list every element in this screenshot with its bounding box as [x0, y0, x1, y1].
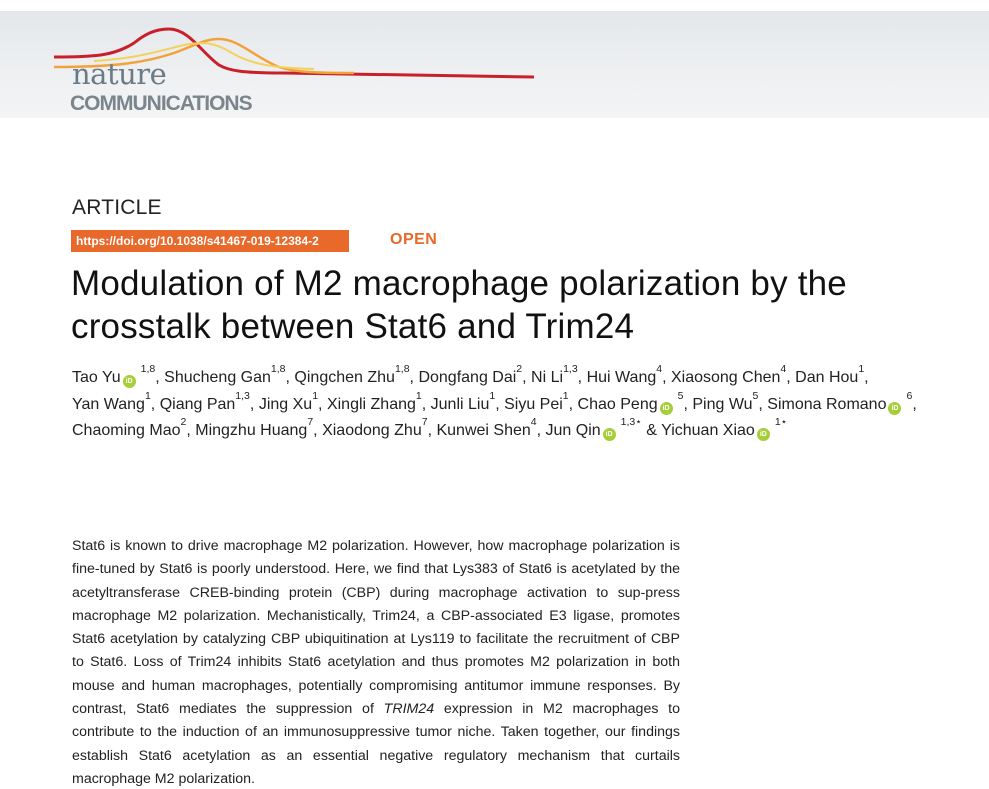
author-item [545, 416, 657, 439]
author-name[interactable]: Dan Hou [795, 369, 859, 386]
author-name[interactable]: Xiaodong Zhu [322, 422, 422, 439]
author-item [72, 389, 156, 413]
author-name[interactable]: Yan Wang [72, 395, 145, 413]
author-separator: & [641, 422, 657, 439]
author-affiliation: 5 [752, 389, 759, 402]
author-name[interactable]: Junli Liu [430, 395, 490, 413]
author-name[interactable]: Xiaosong Chen [670, 369, 781, 386]
author-item [72, 416, 191, 439]
orcid-icon[interactable]: iD [123, 375, 136, 388]
journal-name-communications: COMMUNICATIONS [70, 92, 252, 115]
author-separator: , [662, 369, 667, 386]
author-item [322, 416, 433, 439]
author-item [258, 389, 323, 413]
author-affiliation: 7 [307, 416, 314, 428]
author-affiliation: 1 [144, 389, 151, 402]
author-item [418, 363, 527, 386]
author-item [504, 389, 574, 413]
author-separator: , [318, 395, 323, 413]
author-separator: , [186, 422, 191, 439]
author-separator: , [786, 369, 791, 386]
author-name[interactable]: Siyu Pei [504, 395, 563, 413]
author-name[interactable]: Mingzhu Huang [195, 422, 308, 439]
author-affiliation: 1,8 [270, 363, 286, 375]
author-item [531, 363, 583, 386]
article-title [71, 262, 971, 348]
author-item [692, 389, 763, 413]
article-title-line-1: Modulation of M2 macrophage polarization by the [71, 264, 847, 303]
author-item [767, 389, 917, 413]
author-affiliation: 1 [312, 389, 319, 402]
journal-name-nature: nature [72, 57, 167, 91]
author-name[interactable]: Dongfang Dai [418, 369, 517, 386]
author-separator: , [409, 369, 414, 386]
author-item [159, 389, 255, 413]
author-item [195, 416, 318, 439]
author-affiliation: 1,3 [235, 389, 250, 402]
author-affiliation: 5 [677, 389, 684, 402]
abstract [72, 535, 680, 789]
author-item [430, 389, 500, 413]
author-separator: , [568, 395, 574, 413]
author-affiliation: 1,8 [140, 363, 156, 375]
author-affiliation: 1⋆ [774, 416, 788, 428]
author-affiliation: 1 [489, 389, 496, 402]
author-item [436, 416, 542, 439]
author-item [577, 389, 688, 413]
author-affiliation: 4 [530, 416, 537, 428]
author-name[interactable]: Chaoming Mao [72, 422, 181, 439]
orcid-icon[interactable]: iD [757, 428, 770, 441]
author-separator: , [683, 395, 688, 413]
orcid-icon[interactable]: iD [660, 402, 673, 415]
article-title-line-2: crosstalk between Stat6 and Trim24 [71, 307, 635, 346]
author-affiliation: 1 [858, 363, 865, 375]
author-item [795, 363, 869, 386]
author-separator: , [155, 369, 160, 386]
author-name[interactable]: Hui Wang [586, 369, 657, 386]
orcid-icon[interactable]: iD [888, 402, 901, 415]
author-name[interactable]: Ni Li [531, 369, 564, 386]
abstract-text-part-2: expression in M2 macrophages to contribute to the induction of an immunosuppressive tumor niche. Taken together, our findings establish Stat6 acetylation as an essential negative regulatory mechanism that curtails macrophage M2 polarization. [72, 701, 681, 787]
author-affiliation: 7 [421, 416, 428, 428]
author-name[interactable]: Jun Qin [545, 422, 601, 439]
article-type-label: ARTICLE [72, 196, 162, 219]
abstract-gene-name: TRIM24 [383, 701, 435, 718]
author-separator: , [495, 395, 500, 413]
abstract-text-part-1: Stat6 is known to drive macrophage M2 polarization. However, how macrophage polarization is fine-tuned by Stat6 is poorly understood. Here, we find that Lys383 of Stat6 is acetylated by the acetyltransferase CREB-binding protein (CBP) during macrophage activation to sup-press macrophage M2 polarization. Mechanistically, Trim24, a CBP-associated E3 ligase, promotes Stat6 acetylation by catalyzing CBP ubiquitination at Lys119 to facilitate the recruitment of CBP to Stat6. Loss of Trim24 inhibits Stat6 acetylation and thus promotes M2 polarization in both mouse and human macrophages, potentially compromising antitumor immune responses. By contrast, Stat6 mediates the suppression of [72, 538, 680, 718]
author-separator: , [536, 422, 542, 439]
author-name[interactable]: Jing Xu [258, 395, 313, 413]
author-name[interactable]: Qingchen Zhu [294, 369, 395, 386]
author-item [164, 363, 290, 386]
author-affiliation: 4 [656, 363, 663, 375]
author-item [72, 363, 160, 386]
author-separator: , [758, 395, 763, 413]
author-separator: , [577, 369, 583, 386]
author-affiliation: 4 [780, 363, 787, 375]
author-separator: , [427, 422, 433, 439]
author-separator: , [522, 369, 527, 386]
author-name[interactable]: Tao Yu [72, 369, 121, 386]
doi-link[interactable]: https://doi.org/10.1038/s41467-019-12384-2 [71, 230, 349, 252]
author-affiliation: 2 [516, 363, 523, 375]
author-separator: , [249, 395, 255, 413]
author-separator: , [421, 395, 427, 413]
author-separator: , [313, 422, 318, 439]
author-name[interactable]: Simona Romano [767, 395, 887, 413]
author-name[interactable]: Chao Peng [577, 395, 658, 413]
author-affiliation: 1,3 [563, 363, 578, 375]
author-item [326, 389, 427, 413]
author-separator: , [864, 369, 869, 386]
author-list [72, 365, 952, 445]
author-name[interactable]: Shucheng Gan [164, 369, 271, 386]
author-affiliation: 1 [415, 389, 422, 402]
author-affiliation: 6 [906, 389, 913, 402]
open-access-badge: OPEN [390, 231, 438, 248]
author-separator: , [150, 395, 156, 413]
author-affiliation: 2 [180, 416, 187, 428]
author-item [294, 363, 414, 386]
author-name[interactable]: Ping Wu [692, 395, 753, 413]
author-item [661, 416, 788, 439]
author-affiliation: 1 [562, 389, 569, 402]
author-name[interactable]: Xingli Zhang [326, 395, 416, 413]
author-item [670, 363, 791, 386]
author-affiliation: 1,8 [394, 363, 410, 375]
author-name[interactable]: Yichuan Xiao [661, 422, 755, 439]
author-name[interactable]: Qiang Pan [159, 395, 236, 413]
author-separator: , [285, 369, 290, 386]
author-name[interactable]: Kunwei Shen [436, 422, 531, 439]
orcid-icon[interactable]: iD [603, 428, 616, 441]
author-affiliation: 1,3⋆ [620, 416, 642, 428]
author-separator: , [912, 395, 917, 413]
journal-header [0, 0, 989, 118]
author-item [586, 363, 667, 386]
